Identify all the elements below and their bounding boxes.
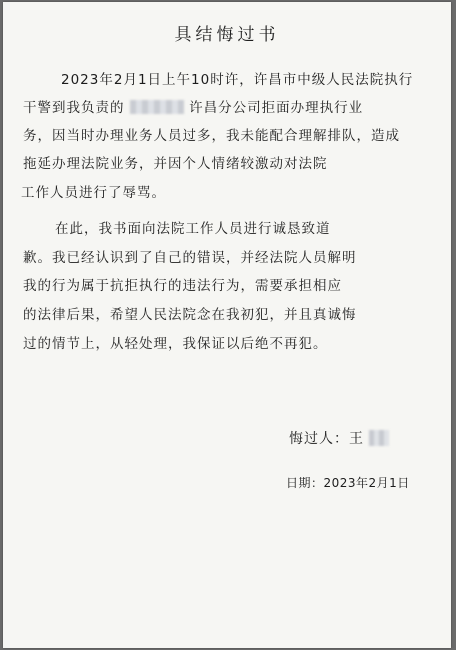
redacted-company-name: [130, 100, 184, 114]
redacted-signature-name: [369, 430, 389, 446]
paragraph1-line2-end: 许昌分公司拒面办理执行业: [189, 100, 364, 116]
paragraph1-line1: 2023年2月1日上午10时许，许昌市中级人民法院执行: [61, 72, 414, 88]
paragraph2-line1: 在此，我书面向法院工作人员进行诚恳致道: [55, 221, 331, 237]
paragraph1-line4: 拖延办理法院业务，并因个人情绪较激动对法院: [23, 156, 328, 172]
signature-line: [289, 428, 389, 448]
document-page: [3, 2, 451, 648]
paragraph1-line2: [23, 96, 363, 116]
date-line: 日期：2023年2月1日: [286, 476, 410, 490]
paragraph2-line4: 的法律后果，希望人民法院念在我初犯，并且真诚悔: [23, 307, 357, 323]
signature-label: 悔过人：王: [289, 431, 364, 447]
paragraph2-line3: 我的行为属于抗拒执行的违法行为，需要承担相应: [23, 278, 342, 294]
paragraph1-line3: 务，因当时办理业务人员过多，我未能配合理解排队，造成: [23, 128, 400, 144]
paragraph2-line5: 过的情节上，从轻处理，我保证以后绝不再犯。: [23, 336, 328, 352]
paragraph1-line5: 工作人员进行了辱骂。: [21, 185, 166, 201]
paragraph1-line2-start: 干警到我负责的: [23, 100, 125, 116]
document-title: 具结悔过书: [174, 25, 280, 45]
paragraph2-line2: 歉。我已经认识到了自己的错误，并经法院人员解明: [23, 250, 357, 266]
